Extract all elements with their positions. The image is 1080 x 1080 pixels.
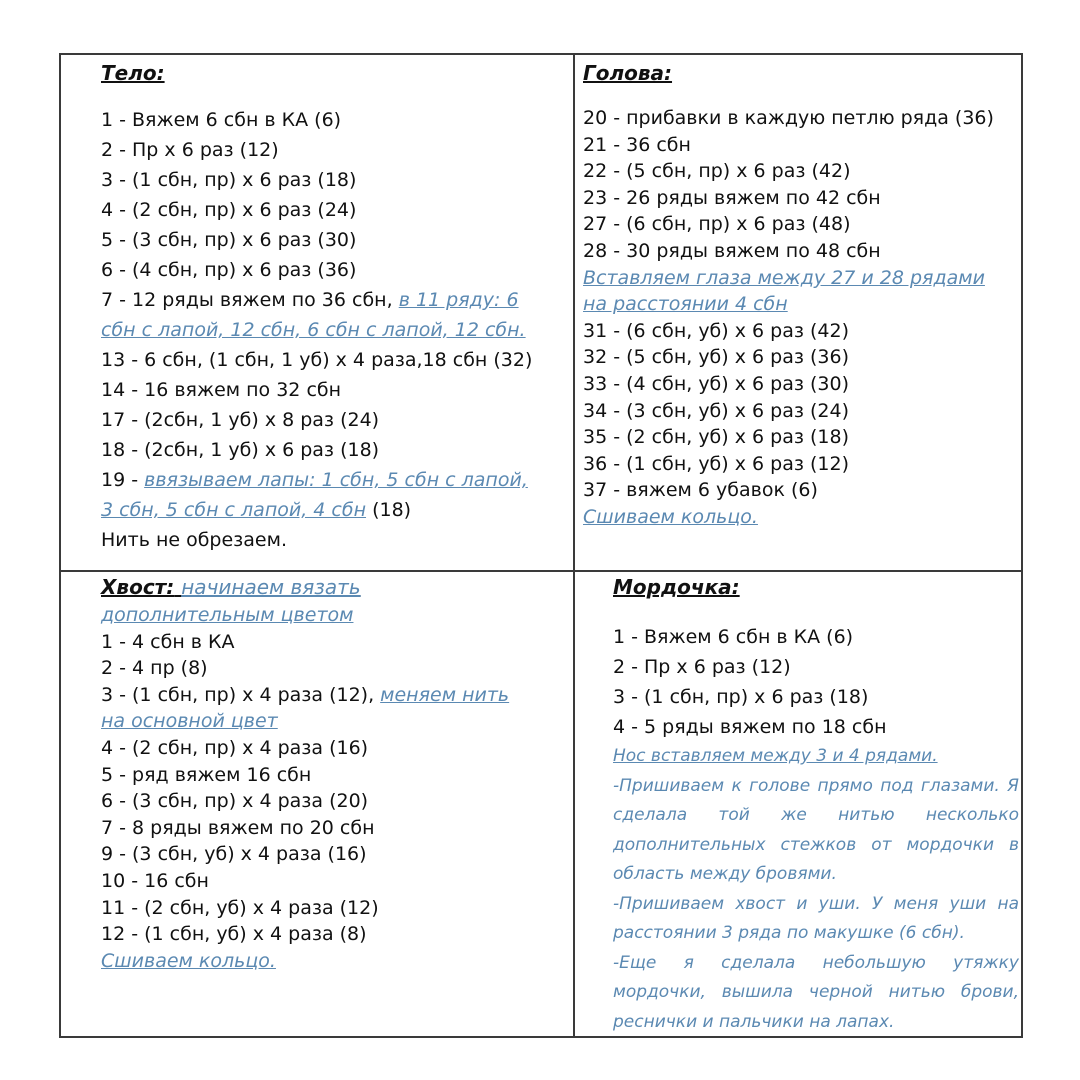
tail-end-note-text: Сшиваем кольцо. xyxy=(101,949,276,972)
face-section xyxy=(613,572,1019,1037)
body-row: 18 - (2сбн, 1 уб) x 6 раз (18) xyxy=(101,439,380,461)
head-row: 20 - прибавки в каждую петлю ряда (36) xyxy=(583,107,994,129)
head-row: 34 - (3 сбн, уб) x 6 раз (24) xyxy=(583,399,849,422)
body-row-19-count: (18) xyxy=(372,499,412,521)
body-row-19-cont xyxy=(101,495,563,525)
tail-row-3-note: меняем нить xyxy=(380,683,510,706)
pattern-table xyxy=(59,53,1023,1038)
head-row: 27 - (6 сбн, пр) x 6 раз (48) xyxy=(583,213,851,236)
head-row: 32 - (5 сбн, уб) x 6 раз (36) xyxy=(583,346,849,369)
body-row-7-note-2: сбн с лапой, 12 сбн, 6 сбн с лапой, 12 сбн. xyxy=(101,319,526,341)
face-nose-note xyxy=(613,742,1019,772)
head-row: 36 - (1 сбн, уб) x 6 раз (12) xyxy=(583,452,849,475)
face-note-3: -Еще я сделала небольшую утяжку мордочки, вышила черной нитью брови, реснички и пальчики на лапах. xyxy=(613,952,1019,1032)
body-row: 17 - (2сбн, 1 уб) x 8 раз (24) xyxy=(101,409,380,431)
face-nose-note-text: Нос вставляем между 3 и 4 рядами. xyxy=(613,746,938,766)
body-row-19-note: ввязываем лапы: 1 сбн, 5 сбн с лапой, xyxy=(144,469,528,491)
body-row: 3 - (1 сбн, пр) x 6 раз (18) xyxy=(101,169,357,191)
head-row: 23 - 26 ряды вяжем по 42 сбн xyxy=(583,186,881,209)
face-row: 3 - (1 сбн, пр) x 6 раз (18) xyxy=(613,686,869,708)
body-row-19-note-2: 3 сбн, 5 сбн с лапой, 4 сбн xyxy=(101,499,367,521)
face-note-2: -Пришиваем хвост и уши. У меня уши на расстоянии 3 ряда по макушке (6 сбн). xyxy=(613,893,1019,943)
face-title: Мордочка: xyxy=(613,575,740,599)
body-row: 2 - Пр x 6 раз (12) xyxy=(101,139,279,161)
head-row: 35 - (2 сбн, уб) x 6 раз (18) xyxy=(583,426,849,449)
body-row-7-text: 7 - 12 ряды вяжем по 36 сбн, xyxy=(101,289,393,311)
head-eyes-note-1: Вставляем глаза между 27 и 28 рядами xyxy=(583,266,985,289)
tail-row: 6 - (3 сбн, пр) x 4 раза (20) xyxy=(101,790,369,813)
head-row: 37 - вяжем 6 убавок (6) xyxy=(583,479,818,502)
tail-title-note-cont xyxy=(101,602,563,629)
body-row: 13 - 6 сбн, (1 сбн, 1 уб) x 4 раза,18 сбн (32) xyxy=(101,349,533,371)
tail-row: 9 - (3 сбн, уб) x 4 раза (16) xyxy=(101,843,367,866)
body-row-19-text: 19 - xyxy=(101,469,139,491)
table-divider-vertical xyxy=(573,55,575,1036)
tail-title-line xyxy=(101,572,563,602)
tail-section xyxy=(101,572,563,974)
body-section xyxy=(101,59,563,555)
tail-row: 4 - (2 сбн, пр) x 4 раза (16) xyxy=(101,736,369,759)
head-eyes-note xyxy=(583,265,1019,292)
head-row: 28 - 30 ряды вяжем по 48 сбн xyxy=(583,239,881,262)
tail-row: 5 - ряд вяжем 16 сбн xyxy=(101,763,312,786)
head-section xyxy=(583,59,1019,531)
head-end-note xyxy=(583,504,1019,531)
body-row: 14 - 16 вяжем по 32 сбн xyxy=(101,379,342,401)
tail-title-note: начинаем вязать xyxy=(181,575,361,599)
tail-row: 12 - (1 сбн, уб) x 4 раза (8) xyxy=(101,923,367,946)
tail-row: 2 - 4 пр (8) xyxy=(101,657,208,680)
body-row-7 xyxy=(101,285,563,315)
tail-row: 10 - 16 сбн xyxy=(101,869,209,892)
face-note-1: -Пришиваем к голове прямо под глазами. Я сделала той же нитью несколько дополнительных стежков от мордочки в область между бровями. xyxy=(613,775,1019,884)
tail-row-3 xyxy=(101,682,563,709)
head-row: 21 - 36 сбн xyxy=(583,133,691,156)
head-row: 22 - (5 сбн, пр) x 6 раз (42) xyxy=(583,160,851,183)
tail-end-note xyxy=(101,948,563,975)
face-row: 2 - Пр x 6 раз (12) xyxy=(613,656,791,678)
body-row: 6 - (4 сбн, пр) x 6 раз (36) xyxy=(101,259,357,281)
tail-row-3-note-2: на основной цвет xyxy=(101,710,278,733)
head-end-note-text: Сшиваем кольцо. xyxy=(583,505,758,528)
body-row-7-note: в 11 ряду: 6 xyxy=(398,289,519,311)
tail-title-note-2: дополнительным цветом xyxy=(101,604,354,626)
tail-title: Хвост: xyxy=(101,575,175,599)
body-row-7-note-cont xyxy=(101,315,563,345)
tail-row: 1 - 4 сбн в КА xyxy=(101,630,235,653)
head-row: 33 - (4 сбн, уб) x 6 раз (30) xyxy=(583,372,849,395)
head-row: 31 - (6 сбн, уб) x 6 раз (42) xyxy=(583,319,849,342)
head-eyes-note-cont xyxy=(583,291,1019,318)
body-end-note: Нить не обрезаем. xyxy=(101,529,287,551)
head-eyes-note-2: на расстоянии 4 сбн xyxy=(583,293,788,316)
body-row: 4 - (2 сбн, пр) x 6 раз (24) xyxy=(101,199,357,221)
tail-row: 11 - (2 сбн, уб) x 4 раза (12) xyxy=(101,896,379,919)
body-row: 5 - (3 сбн, пр) x 6 раз (30) xyxy=(101,229,357,251)
body-row-19 xyxy=(101,465,563,495)
face-row: 4 - 5 ряды вяжем по 18 сбн xyxy=(613,716,887,738)
body-title: Тело: xyxy=(101,61,165,85)
tail-row: 7 - 8 ряды вяжем по 20 сбн xyxy=(101,816,375,839)
tail-row-3-cont xyxy=(101,708,563,735)
body-row: 1 - Вяжем 6 сбн в КА (6) xyxy=(101,109,342,131)
face-row: 1 - Вяжем 6 сбн в КА (6) xyxy=(613,626,854,648)
tail-row-3-text: 3 - (1 сбн, пр) x 4 раза (12), xyxy=(101,683,375,706)
head-title: Голова: xyxy=(583,61,673,85)
